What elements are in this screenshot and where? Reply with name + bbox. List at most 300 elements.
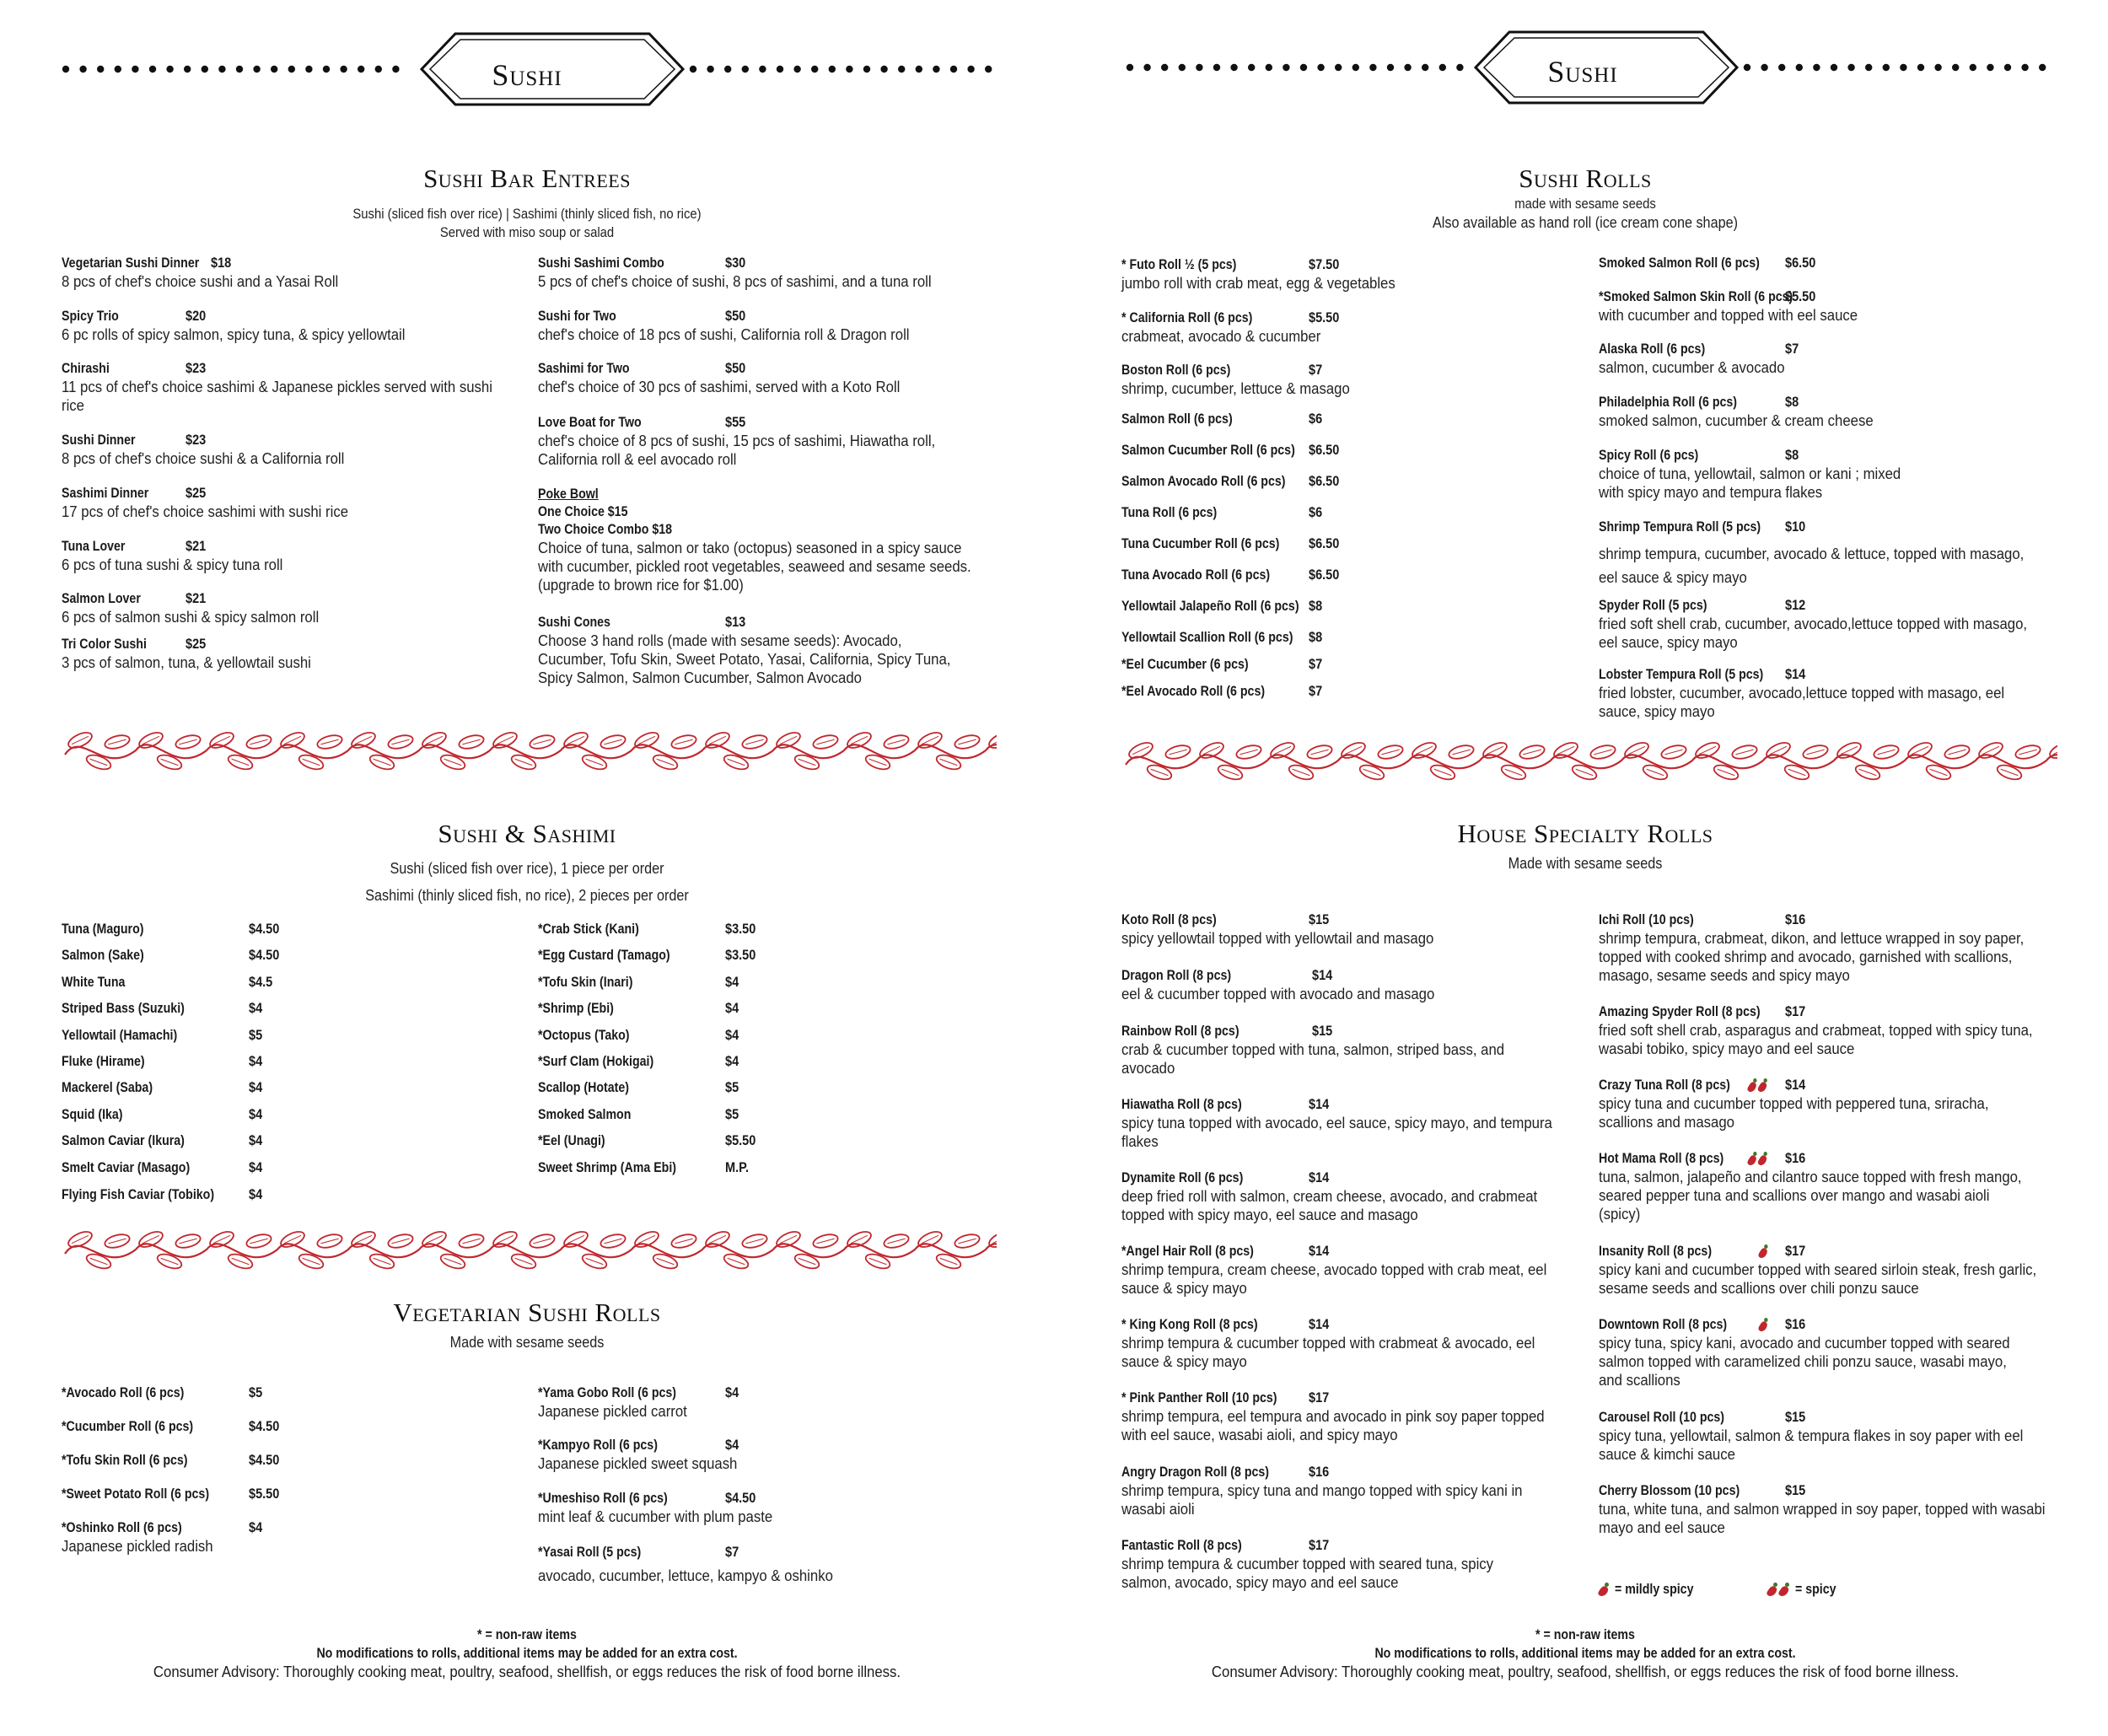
item-desc: 6 pcs of tuna sushi & spicy tuna roll bbox=[62, 556, 283, 573]
menu-page-right bbox=[1054, 0, 2108, 1736]
item-price: $7 bbox=[1309, 684, 1323, 699]
item-price: $23 bbox=[186, 433, 207, 448]
item-name: *Umeshiso Roll (6 pcs) bbox=[538, 1491, 668, 1506]
item-desc: Choose 3 hand rolls (made with sesame seeds): Avocado, Cucumber, Tofu Skin, Sweet Potato, Yasai, California, Spicy Tuna, Spicy Salmon, Salmon Cucumber, Salmon Avocado bbox=[538, 632, 951, 686]
vine-ornament bbox=[1121, 735, 2057, 794]
section-title: Vegetarian Sushi Rolls bbox=[393, 1298, 661, 1327]
item-price: $25 bbox=[186, 637, 207, 652]
item-name: *Eel Avocado Roll (6 pcs) bbox=[1121, 684, 1266, 699]
item-name: Sashimi Dinner bbox=[62, 486, 149, 501]
sushi-banner bbox=[59, 25, 995, 118]
item-name: *Avocado Roll (6 pcs) bbox=[62, 1385, 185, 1400]
item-desc: shrimp tempura & cucumber topped with seared tuna, spicy salmon, avocado, spicy mayo and eel sauce bbox=[1121, 1556, 1494, 1591]
vine-leaf-vein bbox=[108, 739, 126, 744]
vine-leaf-vein bbox=[1806, 750, 1824, 755]
item-desc: 8 pcs of chef's choice sushi & a California roll bbox=[62, 450, 345, 467]
vine-leaf-vein bbox=[303, 1258, 320, 1265]
item-name: Smoked Salmon Roll (6 pcs) bbox=[1599, 255, 1760, 271]
vine-leaf-vein bbox=[675, 739, 692, 744]
vine-leaf-vein bbox=[728, 1258, 745, 1265]
item-name: Sushi Sashimi Combo bbox=[538, 255, 664, 271]
item-desc: shrimp tempura, crabmeat, dikon, and lettuce wrapped in soy paper, topped with cooked shrimp and avocado, garnished with scallions, masago, sesame seeds and spicy mayo bbox=[1599, 930, 2025, 984]
item-name: Tuna Lover bbox=[62, 539, 126, 554]
item-desc: chef's choice of 30 pcs of sashimi, served with a Koto Roll bbox=[538, 379, 901, 395]
item-desc: crab & cucumber topped with tuna, salmon, striped bass, and avocado bbox=[1121, 1041, 1505, 1077]
vine-leaf-vein bbox=[232, 1258, 250, 1265]
item-name: Hiawatha Roll (8 pcs) bbox=[1121, 1097, 1242, 1112]
vine-leaf-vein bbox=[161, 759, 179, 766]
item-name: *Eel (Unagi) bbox=[538, 1133, 605, 1149]
item-name: *Kampyo Roll (6 pcs) bbox=[538, 1438, 658, 1453]
vine-leaf-vein bbox=[374, 1258, 391, 1265]
item-desc: jumbo roll with crab meat, egg & vegetables bbox=[1121, 275, 1395, 292]
section-sushi-rolls bbox=[1058, 164, 2108, 232]
vine-leaf-vein bbox=[1434, 769, 1452, 776]
vine-leaf-vein bbox=[320, 1239, 338, 1244]
section-subtitle: Served with miso soup or salad bbox=[439, 225, 615, 241]
item-price: $14 bbox=[1309, 1097, 1330, 1112]
section-subtitle: Sushi (sliced fish over rice), 1 piece per order bbox=[390, 860, 664, 878]
vine-leaf-vein bbox=[1523, 750, 1541, 755]
pepper-icon bbox=[1748, 1078, 1757, 1093]
item-name: *Tofu Skin (Inari) bbox=[538, 974, 633, 990]
section-sushi-bar-entrees bbox=[0, 164, 1054, 242]
item-desc: 8 pcs of chef's choice sushi and a Yasai Roll bbox=[62, 273, 339, 290]
item-price: $4.50 bbox=[249, 948, 280, 964]
item-desc: crabmeat, avocado & cucumber bbox=[1121, 328, 1321, 345]
item-desc: shrimp tempura, cream cheese, avocado topped with crab meat, eel sauce & spicy mayo bbox=[1121, 1261, 1547, 1297]
vine-leaf-vein bbox=[1664, 750, 1682, 755]
vine-leaf-vein bbox=[728, 759, 745, 766]
menu-footer bbox=[1058, 1626, 2108, 1681]
vine-leaf-vein bbox=[657, 1258, 675, 1265]
item-name: Mackerel (Saba) bbox=[62, 1080, 153, 1096]
item-price: $3.50 bbox=[725, 948, 756, 964]
item-name: Dragon Roll (8 pcs) bbox=[1121, 968, 1232, 983]
item-name: Tuna Cucumber Roll (6 pcs) bbox=[1121, 536, 1280, 551]
item-name: *Tofu Skin Roll (6 pcs) bbox=[62, 1453, 188, 1468]
vine-leaf-vein bbox=[816, 1239, 834, 1244]
pepper-icon bbox=[1758, 1152, 1767, 1166]
item-price: $20 bbox=[186, 309, 207, 324]
vine-leaf-vein bbox=[1788, 769, 1806, 776]
item-desc: shrimp tempura, eel tempura and avocado in pink soy paper topped with eel sauce, wasabi aioli, and spicy mayo bbox=[1121, 1408, 1545, 1443]
item-price: $5 bbox=[249, 1385, 263, 1400]
item-desc: 5 pcs of chef's choice of sushi, 8 pcs of sashimi, and a tuna roll bbox=[538, 273, 932, 290]
item-name: Spicy Roll (6 pcs) bbox=[1599, 448, 1699, 463]
vine-leaf-vein bbox=[1505, 769, 1523, 776]
vine-leaf-vein bbox=[179, 739, 196, 744]
item-price: $4 bbox=[725, 1438, 739, 1453]
non-raw-note: * = non-raw items bbox=[1535, 1627, 1635, 1642]
item-name: * Pink Panther Roll (10 pcs) bbox=[1121, 1390, 1277, 1405]
banner-title: Sushi bbox=[1547, 55, 1618, 89]
vine-leaf-vein bbox=[1948, 750, 1965, 755]
consumer-advisory: Consumer Advisory: Thoroughly cooking meat, poultry, seafood, shellfish, or eggs reduces the risk of food borne illness. bbox=[1211, 1663, 1960, 1680]
item-name: Sweet Shrimp (Ama Ebi) bbox=[538, 1159, 677, 1175]
consumer-advisory: Consumer Advisory: Thoroughly cooking meat, poultry, seafood, shellfish, or eggs reduces the risk of food borne illness. bbox=[153, 1663, 901, 1680]
item-name: Salmon Avocado Roll (6 pcs) bbox=[1121, 474, 1286, 489]
item-desc: chef's choice of 8 pcs of sushi, 15 pcs of sashimi, Hiawatha roll, California roll & eel avocado roll bbox=[538, 433, 936, 468]
item-price: $6 bbox=[1309, 505, 1323, 520]
item-desc: Japanese pickled sweet squash bbox=[538, 1455, 738, 1472]
section-subtitle: Also available as hand roll (ice cream cone shape) bbox=[1433, 214, 1738, 232]
item-price: $14 bbox=[1309, 1244, 1330, 1259]
item-price: $4 bbox=[725, 1054, 739, 1069]
vine-leaf-vein bbox=[887, 739, 905, 744]
vine-leaf-vein bbox=[515, 759, 533, 766]
item-name: Philadelphia Roll (6 pcs) bbox=[1599, 395, 1738, 410]
item-name: Crazy Tuna Roll (8 pcs) bbox=[1599, 1078, 1730, 1093]
item-name: Tri Color Sushi bbox=[62, 637, 147, 652]
item-price: $16 bbox=[1785, 1151, 1806, 1166]
section-title: Sushi Rolls bbox=[1519, 164, 1652, 193]
section-subtitle: Sashimi (thinly sliced fish, no rice), 2 pieces per order bbox=[365, 887, 689, 905]
vine-leaf-vein bbox=[869, 759, 887, 766]
item-price: $4.50 bbox=[249, 922, 280, 937]
vine-leaf-vein bbox=[745, 1239, 763, 1244]
item-price: $14 bbox=[1785, 1078, 1806, 1093]
item-price: $4.50 bbox=[249, 1419, 280, 1434]
vine-leaf-vein bbox=[161, 1258, 179, 1265]
vine-leaf-vein bbox=[958, 1239, 976, 1244]
section-title: Sushi Bar Entrees bbox=[423, 164, 631, 193]
vine-leaf-vein bbox=[90, 759, 108, 766]
vine-leaf-vein bbox=[232, 759, 250, 766]
item-price: $5 bbox=[249, 1027, 263, 1043]
item-name: Yellowtail Scallion Roll (6 pcs) bbox=[1121, 630, 1293, 645]
item-price: $4 bbox=[249, 1106, 263, 1122]
item-name: * Futo Roll ½ (5 pcs) bbox=[1121, 257, 1237, 272]
item-name: Tuna (Maguro) bbox=[62, 922, 144, 937]
item-desc: 3 pcs of salmon, tuna, & yellowtail sushi bbox=[62, 654, 311, 671]
sushi-banner bbox=[1123, 25, 2059, 118]
item-name: Fluke (Hirame) bbox=[62, 1054, 145, 1069]
item-desc: chef's choice of 18 pcs of sushi, California roll & Dragon roll bbox=[538, 326, 910, 343]
pepper-icon bbox=[1748, 1152, 1757, 1166]
item-name: *Angel Hair Roll (8 pcs) bbox=[1121, 1244, 1254, 1259]
vine-leaf-vein bbox=[586, 1258, 604, 1265]
item-price: $5.50 bbox=[1309, 310, 1340, 325]
item-price: $14 bbox=[1309, 1317, 1330, 1332]
item-desc: spicy tuna and cucumber topped with peppered tuna, sriracha, scallions and masago bbox=[1599, 1095, 1989, 1131]
item-price: $4 bbox=[725, 1001, 739, 1017]
pepper-icon bbox=[1759, 1318, 1768, 1332]
pepper-icon bbox=[1767, 1583, 1778, 1597]
item-name: *Egg Custard (Tamago) bbox=[538, 948, 670, 964]
item-price: $15 bbox=[1785, 1483, 1806, 1498]
item-name: Salmon (Sake) bbox=[62, 948, 144, 964]
section-title: Sushi & Sashimi bbox=[438, 819, 616, 848]
vine-leaf-vein bbox=[462, 739, 480, 744]
item-price: $16 bbox=[1309, 1465, 1330, 1480]
vine-leaf-vein bbox=[1381, 750, 1399, 755]
item-name: *Oshinko Roll (6 pcs) bbox=[62, 1520, 182, 1535]
modifications-note: No modifications to rolls, additional items may be added for an extra cost. bbox=[316, 1646, 738, 1661]
item-name: Fantastic Roll (8 pcs) bbox=[1121, 1538, 1242, 1553]
item-name: *Eel Cucumber (6 pcs) bbox=[1121, 657, 1249, 672]
item-name: Smelt Caviar (Masago) bbox=[62, 1159, 191, 1175]
item-price: $6.50 bbox=[1309, 567, 1340, 583]
vine-leaf-vein bbox=[1293, 769, 1310, 776]
item-name: * King Kong Roll (8 pcs) bbox=[1121, 1317, 1258, 1332]
vine-leaf-vein bbox=[1735, 750, 1753, 755]
item-price: $12 bbox=[1785, 598, 1806, 613]
item-name: Amazing Spyder Roll (8 pcs) bbox=[1599, 1004, 1761, 1019]
vine-leaf-vein bbox=[675, 1239, 692, 1244]
item-price: $17 bbox=[1309, 1538, 1330, 1553]
item-price: $18 bbox=[211, 255, 232, 271]
item-desc: shrimp tempura, spicy tuna and mango topped with spicy kani in wasabi aioli bbox=[1121, 1482, 1523, 1518]
vine-leaf-vein bbox=[657, 759, 675, 766]
item-price: $4 bbox=[725, 974, 739, 990]
item-price: $21 bbox=[186, 591, 207, 606]
item-name: *Sweet Potato Roll (6 pcs) bbox=[62, 1486, 210, 1502]
item-price: $15 bbox=[1312, 1024, 1333, 1039]
item-desc: choice of tuna, yellowtail, salmon or kani ; mixed with spicy mayo and tempura flakes bbox=[1599, 465, 1901, 501]
item-desc: 11 pcs of chef's choice sashimi & Japanese pickles served with sushi rice bbox=[62, 379, 492, 414]
item-name: Poke Bowl bbox=[538, 486, 599, 502]
vine-leaf-vein bbox=[1222, 769, 1240, 776]
item-name: Yellowtail Jalapeño Roll (6 pcs) bbox=[1121, 599, 1299, 614]
item-price: $5.50 bbox=[725, 1133, 756, 1149]
item-price: $15 bbox=[1785, 1410, 1806, 1425]
vine-leaf-vein bbox=[462, 1239, 480, 1244]
item-desc: deep fried roll with salmon, cream cheese, avocado, and crabmeat topped with spicy mayo, eel sauce and masago bbox=[1121, 1188, 1538, 1223]
item-name: Insanity Roll (8 pcs) bbox=[1599, 1244, 1713, 1259]
item-name: Salmon Roll (6 pcs) bbox=[1121, 411, 1233, 427]
vine-leaf-vein bbox=[179, 1239, 196, 1244]
item-name: Salmon Caviar (Ikura) bbox=[62, 1133, 185, 1149]
item-name: Love Boat for Two bbox=[538, 415, 642, 430]
vine-leaf-vein bbox=[533, 739, 551, 744]
pepper-icon bbox=[1779, 1583, 1790, 1597]
vine-leaf-vein bbox=[604, 1239, 621, 1244]
item-desc: avocado, cucumber, lettuce, kampyo & oshinko bbox=[538, 1567, 833, 1584]
vine-leaf-vein bbox=[940, 1258, 958, 1265]
item-price: $17 bbox=[1785, 1244, 1806, 1259]
item-price: $6.50 bbox=[1785, 255, 1816, 271]
vine-leaf-vein bbox=[1310, 750, 1328, 755]
item-price: $10 bbox=[1785, 519, 1806, 535]
section-house-specialty bbox=[1058, 820, 2108, 877]
item-name: Salmon Cucumber Roll (6 pcs) bbox=[1121, 443, 1295, 458]
item-desc: tuna, white tuna, and salmon wrapped in soy paper, topped with wasabi mayo and eel sauce bbox=[1599, 1501, 2046, 1536]
item-price: $15 bbox=[1309, 912, 1330, 927]
item-desc: tuna, salmon, jalapeño and cilantro sauce topped with fresh mango, seared pepper tuna and scallions over mango and wasabi aioli (spicy) bbox=[1599, 1169, 2022, 1223]
item-name: Squid (Ika) bbox=[62, 1106, 123, 1122]
item-name: Flying Fish Caviar (Tobiko) bbox=[62, 1187, 215, 1202]
item-name: *Cucumber Roll (6 pcs) bbox=[62, 1419, 194, 1434]
item-price: $4 bbox=[249, 1080, 263, 1096]
spice-level bbox=[1759, 1316, 1769, 1333]
item-desc: with cucumber and topped with eel sauce bbox=[1599, 307, 1858, 324]
vine-leaf-vein bbox=[1594, 750, 1611, 755]
item-name: Spicy Trio bbox=[62, 309, 119, 324]
item-desc: eel & cucumber topped with avocado and masago bbox=[1121, 986, 1435, 1002]
item-price: $5 bbox=[725, 1106, 739, 1122]
pepper-icon bbox=[1759, 1244, 1768, 1259]
vine-ornament bbox=[61, 1224, 997, 1283]
item-price: $21 bbox=[186, 539, 207, 554]
item-name: *Octopus (Tako) bbox=[538, 1027, 630, 1043]
item-price: $7 bbox=[1309, 363, 1323, 378]
vine-leaf-vein bbox=[887, 1239, 905, 1244]
item-name: *Shrimp (Ebi) bbox=[538, 1001, 614, 1017]
item-name: Smoked Salmon bbox=[538, 1106, 632, 1122]
item-price: $4 bbox=[249, 1520, 263, 1535]
item-price: $14 bbox=[1309, 1170, 1330, 1185]
item-price: $55 bbox=[725, 415, 746, 430]
vine-leaf-vein bbox=[1452, 750, 1470, 755]
vine-leaf-vein bbox=[799, 759, 816, 766]
menu-footer bbox=[0, 1626, 1054, 1681]
item-name: Tuna Avocado Roll (6 pcs) bbox=[1121, 567, 1271, 583]
item-name: * California Roll (6 pcs) bbox=[1121, 310, 1253, 325]
vine-leaf-vein bbox=[515, 1258, 533, 1265]
item-name: Spyder Roll (5 pcs) bbox=[1599, 598, 1707, 613]
item-price: $17 bbox=[1785, 1004, 1806, 1019]
vine-leaf-vein bbox=[1169, 750, 1186, 755]
item-price: $4 bbox=[725, 1385, 739, 1400]
spice-legend-spicy bbox=[1767, 1580, 1842, 1599]
vine-leaf-vein bbox=[444, 1258, 462, 1265]
vine-leaf-vein bbox=[2019, 750, 2036, 755]
modifications-note: No modifications to rolls, additional items may be added for an extra cost. bbox=[1374, 1646, 1796, 1661]
item-name: *Smoked Salmon Skin Roll (6 pcs) bbox=[1599, 289, 1793, 304]
vine-leaf-vein bbox=[958, 739, 976, 744]
vine-leaf-vein bbox=[799, 1258, 816, 1265]
item-desc: spicy tuna, spicy kani, avocado and cucumber topped with seared salmon topped with caramelized chili ponzu sauce, wasabi mayo, and scallions bbox=[1599, 1335, 2010, 1389]
vine-leaf-vein bbox=[1647, 769, 1664, 776]
item-price: $6 bbox=[1309, 411, 1323, 427]
item-name: Cherry Blossom (10 pcs) bbox=[1599, 1483, 1740, 1498]
item-name: Scallop (Hotate) bbox=[538, 1080, 630, 1096]
item-price: $50 bbox=[725, 309, 746, 324]
item-desc: 17 pcs of chef's choice sashimi with sushi rice bbox=[62, 503, 349, 520]
item-price: $23 bbox=[186, 361, 207, 376]
item-price: $4 bbox=[249, 1187, 263, 1202]
vine-leaf-vein bbox=[391, 739, 409, 744]
spice-legend-mild bbox=[1599, 1580, 1706, 1599]
item-name: Sushi for Two bbox=[538, 309, 616, 324]
item-price: $8 bbox=[1785, 395, 1799, 410]
item-price: $5 bbox=[725, 1080, 739, 1096]
section-subtitle: Made with sesame seeds bbox=[1508, 855, 1663, 873]
vine-leaf-vein bbox=[1930, 769, 1948, 776]
item-price: $6.50 bbox=[1309, 536, 1340, 551]
item-desc: spicy yellowtail topped with yellowtail and masago bbox=[1121, 930, 1434, 947]
item-price: $3.50 bbox=[725, 922, 756, 937]
item-name: Rainbow Roll (8 pcs) bbox=[1121, 1024, 1240, 1039]
pepper-icon bbox=[1599, 1583, 1610, 1597]
item-name: Salmon Lover bbox=[62, 591, 141, 606]
item-price: $16 bbox=[1785, 1317, 1806, 1332]
spice-level bbox=[1759, 1243, 1769, 1260]
item-price: $14 bbox=[1312, 968, 1333, 983]
item-name: Lobster Tempura Roll (5 pcs) bbox=[1599, 667, 1764, 682]
vine-ornament bbox=[61, 725, 997, 784]
item-name: Shrimp Tempura Roll (5 pcs) bbox=[1599, 519, 1761, 535]
section-subtitle: Sushi (sliced fish over rice) | Sashimi (thinly sliced fish, no rice) bbox=[352, 207, 702, 223]
vine-leaf-vein bbox=[1718, 769, 1735, 776]
item-name: Carousel Roll (10 pcs) bbox=[1599, 1410, 1725, 1425]
section-subtitle: Made with sesame seeds bbox=[449, 1334, 605, 1352]
vine-leaf-vein bbox=[250, 739, 267, 744]
item-name: *Crab Stick (Kani) bbox=[538, 922, 639, 937]
item-desc: Choice of tuna, salmon or tako (octopus) seasoned in a spicy sauce with cucumber, pickled root vegetables, seaweed and sesame seeds. (upgrade to brown rice for $1.00) bbox=[538, 540, 971, 594]
item-desc: smoked salmon, cucumber & cream cheese bbox=[1599, 412, 1874, 429]
vine-leaf-vein bbox=[533, 1239, 551, 1244]
item-price: $7.50 bbox=[1309, 257, 1340, 272]
banner-title: Sushi bbox=[492, 58, 562, 92]
item-price: $50 bbox=[725, 361, 746, 376]
vine-leaf-vein bbox=[1151, 769, 1169, 776]
item-name: Ichi Roll (10 pcs) bbox=[1599, 912, 1694, 927]
pepper-icon bbox=[1758, 1078, 1767, 1093]
item-name: Boston Roll (6 pcs) bbox=[1121, 363, 1231, 378]
item-name: Sashimi for Two bbox=[538, 361, 630, 376]
section-sushi-sashimi bbox=[0, 820, 1054, 909]
non-raw-note: * = non-raw items bbox=[477, 1627, 577, 1642]
section-subtitle: made with sesame seeds bbox=[1514, 196, 1656, 212]
item-name: Chirashi bbox=[62, 361, 110, 376]
item-desc: fried soft shell crab, cucumber, avocado,lettuce topped with masago, eel sauce, spicy mayo bbox=[1599, 615, 2028, 651]
legend-label: = spicy bbox=[1794, 1582, 1836, 1597]
item-desc: fried lobster, cucumber, avocado,lettuce topped with masago, eel sauce, spicy mayo bbox=[1599, 685, 2005, 720]
item-price: $4.5 bbox=[249, 974, 273, 990]
vine-leaf-vein bbox=[586, 759, 604, 766]
spice-level bbox=[1748, 1150, 1769, 1167]
vine-leaf-vein bbox=[1859, 769, 1877, 776]
section-vegetarian-rolls bbox=[0, 1298, 1054, 1356]
vine-leaf-vein bbox=[869, 1258, 887, 1265]
item-desc: salmon, cucumber & avocado bbox=[1599, 359, 1785, 376]
item-desc: mint leaf & cucumber with plum paste bbox=[538, 1508, 773, 1525]
vine-leaf-vein bbox=[1240, 750, 1257, 755]
item-desc: Japanese pickled radish bbox=[62, 1538, 213, 1555]
vine-leaf-vein bbox=[745, 739, 763, 744]
item-name: Tuna Roll (6 pcs) bbox=[1121, 505, 1218, 520]
item-name: Yellowtail (Hamachi) bbox=[62, 1027, 178, 1043]
item-price: $4 bbox=[249, 1054, 263, 1069]
item-price: $7 bbox=[725, 1545, 739, 1560]
item-price: $4 bbox=[249, 1133, 263, 1149]
item-price: $25 bbox=[186, 486, 207, 501]
legend-label: = mildly spicy bbox=[1614, 1582, 1694, 1597]
vine-leaf-vein bbox=[1363, 769, 1381, 776]
item-price: $6.50 bbox=[1309, 443, 1340, 458]
item-name: Sushi Cones bbox=[538, 615, 610, 630]
item-desc: 6 pcs of salmon sushi & spicy salmon roll bbox=[62, 609, 320, 626]
vine-leaf-vein bbox=[374, 759, 391, 766]
vine-leaf-vein bbox=[1576, 769, 1594, 776]
item-desc: Japanese pickled carrot bbox=[538, 1403, 687, 1420]
item-price: $8 bbox=[1309, 630, 1323, 645]
item-price: $4.50 bbox=[725, 1491, 756, 1506]
item-desc: spicy tuna topped with avocado, eel sauce, spicy mayo, and tempura flakes bbox=[1121, 1115, 1552, 1150]
item-price: $4.50 bbox=[249, 1453, 280, 1468]
vine-leaf-vein bbox=[444, 759, 462, 766]
section-title: House Specialty Rolls bbox=[1457, 819, 1713, 848]
item-desc: shrimp tempura, cucumber, avocado & lettuce, topped with masago, eel sauce & spicy mayo bbox=[1599, 546, 2025, 586]
item-price: $13 bbox=[725, 615, 746, 630]
item-price: $8 bbox=[1785, 448, 1799, 463]
item-name: Hot Mama Roll (8 pcs) bbox=[1599, 1151, 1724, 1166]
item-price: $6.50 bbox=[1309, 474, 1340, 489]
item-price: $4 bbox=[249, 1001, 263, 1017]
vine-leaf-vein bbox=[604, 739, 621, 744]
